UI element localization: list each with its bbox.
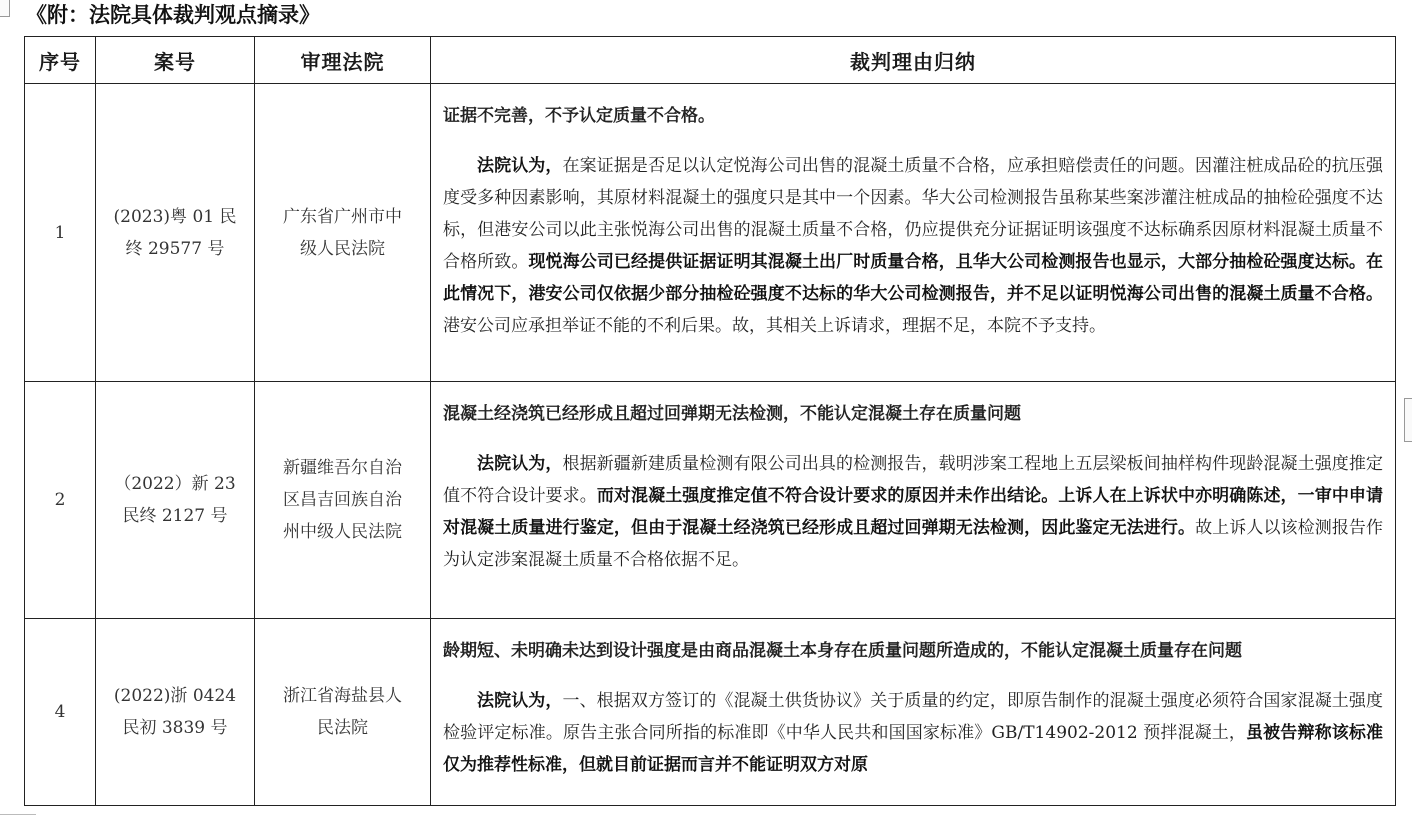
court-opinion-lead: 法院认为， [477, 156, 563, 176]
case-number-line: 民终 2127 号 [122, 506, 228, 526]
court-name-line: 民法院 [317, 718, 368, 738]
case-number [96, 84, 255, 382]
court-name [255, 619, 431, 806]
court-name [255, 84, 431, 382]
ruling-reason [431, 619, 1396, 806]
ruling-emphasis: 虽被告辩称该标准仅为推荐性标准，但就目前证据而言并不能证明双方对原 [443, 723, 1383, 775]
page-edge-line [0, 814, 36, 815]
header-reason: 裁判理由归纳 [431, 37, 1396, 84]
ruling-reason [431, 84, 1396, 382]
case-number-line: 终 29577 号 [125, 238, 225, 259]
case-number [96, 619, 255, 806]
case-number-line: (2023)粤 01 民 [113, 206, 237, 227]
ruling-text: 根据新疆新建质量检测有限公司出具的检测报告，载明涉案工程地上五层梁板间抽样构件现龄混凝土强度推定值不符合设计要求。 [443, 454, 1384, 506]
ruling-table [24, 36, 1396, 806]
row-number: 4 [25, 619, 96, 806]
scroll-edge-marker [1404, 398, 1412, 442]
row-number: 2 [25, 382, 96, 619]
ruling-body [443, 150, 1383, 342]
table-row [25, 382, 1396, 619]
ruling-summary: 混凝土经浇筑已经形成且超过回弹期无法检测，不能认定混凝土存在质量问题 [443, 404, 1021, 424]
court-name-line: 浙江省海盐县人 [283, 686, 402, 706]
court-opinion-lead: 法院认为， [477, 454, 563, 474]
ruling-text: 港安公司应承担举证不能的不利后果。故，其相关上诉请求，理据不足，本院不予支持。 [443, 316, 1106, 336]
case-number-line: 民初 3839 号 [122, 718, 228, 738]
page-title: 《附：法院具体裁判观点摘录》 [26, 2, 320, 27]
table-viewport [24, 36, 1396, 807]
row-number: 1 [25, 84, 96, 382]
header-no: 序号 [25, 37, 96, 84]
ruling-text: 故上诉人以该检测报告作为认定涉案混凝土质量不合格依据不足。 [443, 518, 1384, 570]
header-case: 案号 [96, 37, 255, 84]
table-row [25, 84, 1396, 382]
court-name-line: 区昌吉回族自治 [283, 490, 402, 510]
ruling-emphasis: 现悦海公司已经提供证据证明其混凝土出厂时质量合格，且华大公司检测报告也显示，大部分抽检砼强度达标。在此情况下，港安公司仅依据少部分抽检砼强度不达标的华大公司检测报告，并不足以证明悦海公司出售的混凝土质量不合格。 [443, 252, 1384, 304]
court-name-line: 州中级人民法院 [283, 522, 402, 542]
case-number [96, 382, 255, 619]
court-name-line: 级人民法院 [300, 238, 385, 259]
court-opinion-lead: 法院认为， [477, 691, 563, 711]
ruling-body [443, 685, 1383, 781]
ruling-summary: 龄期短、未明确未达到设计强度是由商品混凝土本身存在质量问题所造成的，不能认定混凝土质量存在问题 [443, 641, 1242, 661]
page-corner-marker [0, 0, 10, 17]
header-court: 审理法院 [255, 37, 431, 84]
ruling-summary: 证据不完善，不予认定质量不合格。 [443, 106, 715, 126]
court-name-line: 新疆维吾尔自治 [283, 458, 402, 478]
case-number-line: （2022）新 23 [114, 474, 236, 494]
ruling-emphasis: 而对混凝土强度推定值不符合设计要求的原因并未作出结论。上诉人在上诉状中亦明确陈述，一审中申请对混凝土质量进行鉴定，但由于混凝土经浇筑已经形成且超过回弹期无法检测，因此鉴定无法进行。 [443, 486, 1384, 538]
case-number-line: (2022)浙 0424 [113, 686, 237, 706]
ruling-text: 在案证据是否足以认定悦海公司出售的混凝土质量不合格，应承担赔偿责任的问题。因灌注桩成品砼的抗压强度受多种因素影响，其原材料混凝土的强度只是其中一个因素。华大公司检测报告虽称某些案涉灌注桩成品的抽检砼强度不达标，但港安公司以此主张悦海公司出售的混凝土质量不合格，仍应提供充分证据证明该强度不达标确系因原材料混凝土质量不合格所致。 [443, 156, 1384, 272]
court-name-line: 广东省广州市中 [283, 206, 402, 227]
court-name [255, 382, 431, 619]
ruling-reason [431, 382, 1396, 619]
ruling-text: 一、根据双方签订的《混凝土供货协议》关于质量的约定，即原告制作的混凝土强度必须符合国家混凝土强度检验评定标准。原告主张合同所指的标准即《中华人民共和国国家标准》GB/T14902-2012 预拌混凝土， [443, 691, 1384, 743]
table-header-row [25, 37, 1396, 84]
table-row [25, 619, 1396, 806]
ruling-body [443, 448, 1383, 576]
